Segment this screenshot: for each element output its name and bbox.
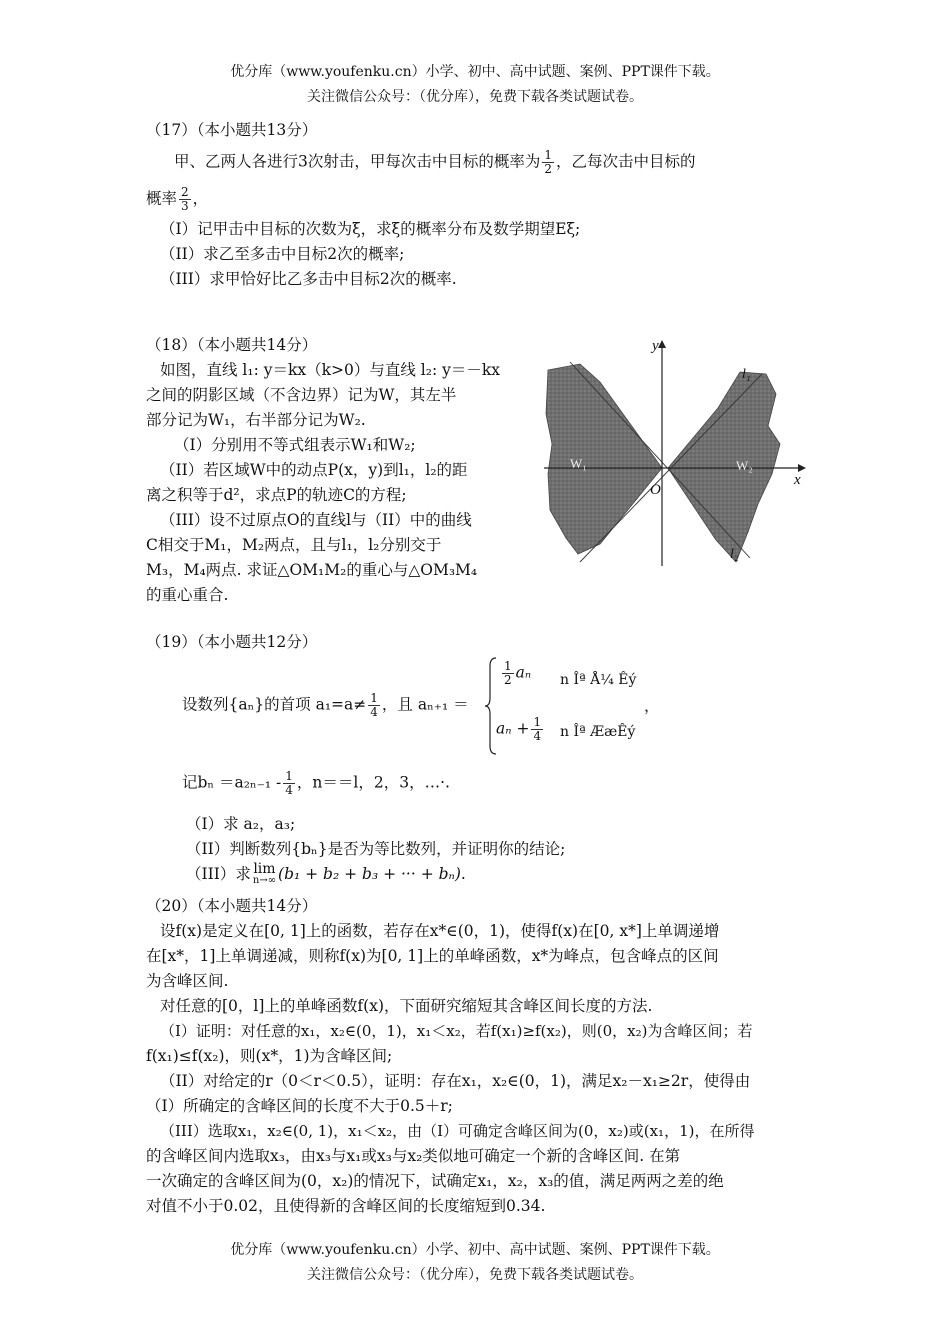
frac-den: 4 [533, 729, 542, 743]
q19-part-1: （I）求 a₂，a₃; [186, 815, 296, 833]
q20-line: 对任意的[0，l]上的单峰函数f(x)，下面研究缩短其含峰区间长度的方法. [160, 997, 653, 1015]
q19-case2-cond: n Îª ÆæÊý [560, 724, 636, 740]
q18-line-7: （III）设不过原点O的直线l与（II）中的曲线 [160, 511, 472, 529]
q18-line-2: 之间的阴影区域（不含边界）记为W，其左半 [146, 386, 457, 404]
q19-def-a: 设数列{aₙ}的首项 a₁=a≠ [182, 695, 367, 714]
header-line-2: 关注微信公众号：（优分库），免费下载各类试题试卷。 [307, 89, 643, 105]
question-18 [146, 333, 526, 608]
origin-label: O [650, 482, 661, 498]
question-20 [146, 894, 816, 1219]
frac-den: 3 [181, 199, 189, 213]
q19-part-2: （II）判断数列{bₙ}是否为等比数列，并证明你的结论; [186, 840, 566, 858]
q19-title: （19）（本小题共12分） [146, 633, 318, 651]
q20-line: 对值不小于0.02，且使得新的含峰区间的长度缩短到0.34. [146, 1197, 546, 1215]
q17-intro-d: ， [192, 189, 209, 208]
q18-line-5: （II）若区域W中的动点P(x，y)到l₁，l₂的距 [160, 461, 468, 479]
q19-p3-expr: (b₁ + b₂ + b₃ + ··· + bₙ) [278, 865, 461, 883]
q17-part-3: （III）求甲恰好比乙多击中目标2次的概率. [160, 270, 457, 288]
l1-label: l₁ [742, 367, 751, 382]
q17-part-1: （I）记甲击中目标的次数为ξ，求ξ的概率分布及数学期望Eξ; [160, 220, 581, 238]
q19-case2-expr: aₙ + [496, 719, 530, 738]
q18-title: （18）（本小题共14分） [146, 336, 318, 354]
header-line-1: 优分库（www.youfenku.cn）小学、初中、高中试题、案例、PPT课件下载。 [230, 64, 720, 80]
limit-word: lim [253, 861, 276, 877]
q20-line: 设f(x)是定义在[0, 1]上的函数，若存在x*∈(0，1)，使得f(x)在[0, x*]上单调递增 [160, 922, 720, 940]
q19-case-2 [496, 716, 545, 743]
shaded-region-w1 [546, 364, 662, 554]
q17-intro-a: 甲、乙两人各进行3次射击，甲每次击中目标的概率为 [174, 152, 541, 171]
q20-line: f(x₁)≤f(x₂)，则(x*，1)为含峰区间; [146, 1047, 393, 1065]
q20-line: 为含峰区间. [146, 972, 229, 990]
q18-line-6: 离之积等于d²，求点P的轨迹C的方程; [146, 486, 407, 504]
q19-case1-expr: aₙ [515, 663, 532, 682]
q18-line-10: 的重心重合. [146, 586, 229, 604]
q19-case2-fraction [531, 716, 543, 743]
q20-line: 一次确定的含峰区间为(0，x₂)的情况下，试确定x₁，x₂，x₃的值，满足两两之差的绝 [146, 1172, 724, 1190]
q20-line: 在[x*，1]上单调递减，则称f(x)为[0, 1]上的单峰函数，x*为峰点，包含峰点的区间 [146, 947, 719, 965]
q17-fraction-two-thirds [179, 186, 191, 213]
x-axis-arrow-icon [798, 464, 806, 472]
q19-b-b: ，n＝＝l，2，3，…·. [296, 773, 450, 792]
q18-line-9: M₃，M₄两点. 求证△OM₁M₂的重心与△OM₃M₄ [146, 561, 478, 579]
q19-case1-cond: n Îª Å¼ Êý [560, 672, 637, 688]
q18-line-4: （I）分别用不等式组表示W₁和W₂; [174, 436, 416, 454]
q19-case-1 [500, 660, 531, 687]
q17-part-2: （II）求乙至多击中目标2次的概率; [160, 245, 405, 263]
frac-num: 1 [285, 769, 293, 783]
frac-den: 2 [504, 673, 512, 687]
limit-sub: n→∞ [252, 875, 277, 886]
q20-line: （III）选取x₁，x₂∈(0, 1)，x₁＜x₂，由（I）可确定含峰区间为(0，x₂)或(x₁，1)，在所得 [160, 1122, 755, 1140]
shaded-region-w2 [668, 372, 780, 562]
footer-line-2: 关注微信公众号：（优分库），免费下载各类试题试卷。 [307, 1267, 643, 1283]
q19-b-definition [182, 770, 450, 797]
frac-num: 1 [504, 659, 512, 673]
frac-den: 2 [544, 162, 553, 176]
q18-figure [540, 334, 820, 574]
q19-def-end: ， [644, 697, 660, 715]
frac-num: 2 [181, 185, 189, 199]
q17-fraction-half [542, 149, 554, 176]
q18-line-1: 如图，直线 l₁: y＝kx（k>0）与直线 l₂: y＝－kx [160, 361, 501, 379]
w2-label: W₂ [736, 458, 753, 473]
q19-part-3 [186, 862, 466, 887]
q20-title: （20）（本小题共14分） [146, 897, 318, 915]
footer-line-1: 优分库（www.youfenku.cn）小学、初中、高中试题、案例、PPT课件下载。 [230, 1242, 720, 1258]
frac-num: 1 [370, 691, 378, 705]
q20-line: 的含峰区间内选取x₃，由x₃与x₁或x₃与x₂类似地可确定一个新的含峰区间. 在第 [146, 1147, 681, 1165]
q17-intro-line-1 [146, 149, 808, 176]
frac-den: 4 [285, 783, 293, 797]
q19-limit [253, 863, 276, 887]
x-label: x [794, 472, 801, 488]
q20-line: （I）所确定的含峰区间的长度不大于0.5＋r; [146, 1097, 453, 1115]
q19-definition [182, 692, 469, 719]
q19-fraction-quarter [368, 692, 380, 719]
q19-def-b: ，且 aₙ₊₁ ＝ [381, 695, 469, 714]
y-label: y [652, 338, 659, 354]
q19-p3-a: （III）求 [186, 865, 251, 883]
w1-label: W₁ [570, 456, 587, 471]
frac-num: 1 [533, 715, 542, 729]
q18-line-8: C相交于M₁，M₂两点，且与l₁，l₂分别交于 [146, 536, 442, 554]
l2-label: l₂ [730, 547, 739, 562]
q19-b-fraction [283, 770, 295, 797]
question-17 [146, 118, 808, 292]
q17-intro-b: ，乙每次击中目标的 [556, 152, 696, 171]
q17-intro-line-2 [146, 186, 808, 213]
q19-p3-end: . [460, 865, 466, 883]
q20-line: （II）对给定的r（0＜r＜0.5），证明：存在x₁，x₂∈(0，1)，满足x₂－x₁≥2r，使得由 [160, 1072, 751, 1090]
frac-num: 1 [544, 148, 553, 162]
q20-line: （I）证明：对任意的x₁，x₂∈(0，1)，x₁＜x₂，若f(x₁)≥f(x₂)，则(0，x₂)为含峰区间；若 [160, 1022, 753, 1040]
y-axis-arrow-icon [658, 340, 666, 348]
q17-title: （17）（本小题共13分） [146, 121, 318, 139]
q19-b-a: 记bₙ ＝a₂ₙ₋₁ - [182, 773, 282, 792]
q17-intro-c: 概率 [146, 189, 178, 208]
q19-case1-fraction [502, 660, 514, 687]
frac-den: 4 [370, 705, 378, 719]
q18-line-3: 部分记为W₁，右半部分记为W₂. [146, 411, 366, 429]
